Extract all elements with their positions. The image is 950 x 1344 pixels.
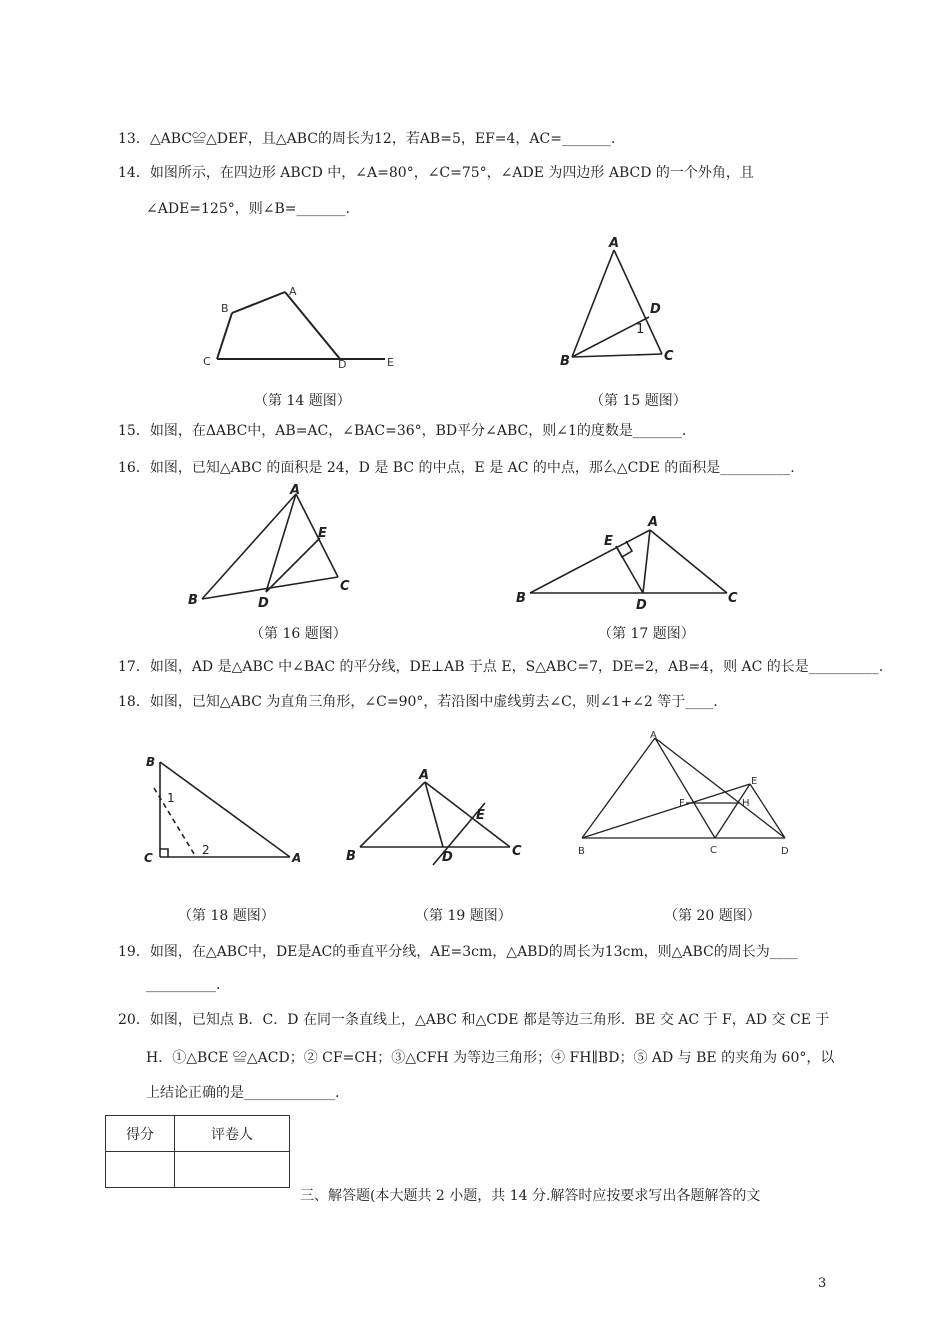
question-17: 17．如图，AD 是△ABC 中∠BAC 的平分线，DE⊥AB 于点 E，S△ABC=7，DE=2，AB=4，则 AC 的长是__________. [118,659,884,675]
label-d: D [258,596,269,607]
label-2: 2 [202,843,210,857]
grader-cell[interactable] [175,1152,290,1188]
label-a: A [650,730,657,741]
label-e: E [476,808,485,823]
caption-19: （第 19 题图） [415,908,512,924]
label-d: D [781,846,789,857]
figure-17 [512,510,747,613]
question-15: 15．如图，在ΔABC中，AB=AC，∠BAC=36°，BD平分∠ABC，则∠1的度数是_______. [118,423,687,439]
label-c: C [340,579,350,594]
score-header: 得分 [106,1116,175,1152]
question-13: 13．△ABC≌△DEF，且△ABC的周长为12，若AB=5，EF=4，AC=_______. [118,131,616,147]
label-b: B [346,849,356,864]
caption-15: （第 15 题图） [590,393,687,409]
figure-16 [180,482,360,607]
question-20-cont: H．①△BCE ≌△ACD；② CF=CH；③△CFH 为等边三角形；④ FH∥BD；⑤ AD 与 BE 的夹角为 60°，以 [146,1050,835,1066]
label-c: C [203,355,211,368]
caption-16: （第 16 题图） [250,626,347,642]
label-d: D [650,302,661,317]
label-a: A [292,851,302,865]
label-b: B [516,591,526,606]
question-20-cont2: 上结论正确的是_____________. [146,1085,340,1101]
label-a: A [290,483,301,498]
question-19-cont: __________. [146,977,221,993]
question-18: 18．如图，已知△ABC 为直角三角形，∠C=90°，若沿图中虚线剪去∠C，则∠1+∠2 等于____. [118,694,718,710]
question-16: 16．如图，已知△ABC 的面积是 24，D 是 BC 的中点，E 是 AC 的中点，那么△CDE 的面积是__________. [118,460,795,476]
grader-header: 评卷人 [175,1116,290,1152]
label-e: E [387,356,394,369]
score-table [105,1115,290,1188]
label-b: B [560,354,570,369]
label-a: A [609,236,620,251]
label-b: B [578,846,585,857]
label-b: B [188,593,198,607]
question-19: 19．如图，在△ABC中，DE是AC的垂直平分线，AE=3cm，△ABD的周长为13cm，则△ABC的周长为____ [118,944,798,960]
figure-20 [570,728,800,863]
question-14-cont: ∠ADE=125°，则∠B=_______. [146,201,350,217]
question-14: 14．如图所示，在四边形 ABCD 中，∠A=80°，∠C=75°，∠ADE 为四边形 ABCD 的一个外角，且 [118,165,754,181]
label-d: D [338,358,347,371]
label-d: D [636,598,647,613]
score-cell[interactable] [106,1152,175,1188]
label-1: 1 [167,791,175,805]
label-b: B [146,755,156,769]
figure-19 [340,765,530,870]
label-d: D [442,850,453,865]
caption-14: （第 14 题图） [254,393,351,409]
figure-15 [552,235,692,370]
figure-18 [140,750,310,870]
label-e: E [751,776,758,787]
label-c: C [664,349,674,364]
label-a: A [648,515,659,530]
label-a: A [289,285,297,298]
figure-14 [195,280,405,375]
label-h: H [742,798,750,809]
label-c: C [512,844,522,859]
caption-18: （第 18 题图） [178,908,275,924]
label-a: A [419,768,430,783]
label-c: C [728,591,738,606]
label-1: 1 [636,322,645,337]
label-c: C [710,845,717,856]
label-c: C [144,851,153,865]
caption-17: （第 17 题图） [598,626,695,642]
label-e: E [604,534,613,549]
label-f: F [679,798,685,809]
question-20: 20．如图，已知点 B．C．D 在同一条直线上，△ABC 和△CDE 都是等边三角形．BE 交 AC 于 F，AD 交 CE 于 [118,1012,830,1028]
section-3-heading: 三、解答题(本大题共 2 小题，共 14 分.解答时应按要求写出各题解答的文 [300,1188,761,1204]
page-number: 3 [818,1276,827,1291]
label-b: B [221,302,229,315]
label-e: E [318,526,327,541]
caption-20: （第 20 题图） [664,908,761,924]
